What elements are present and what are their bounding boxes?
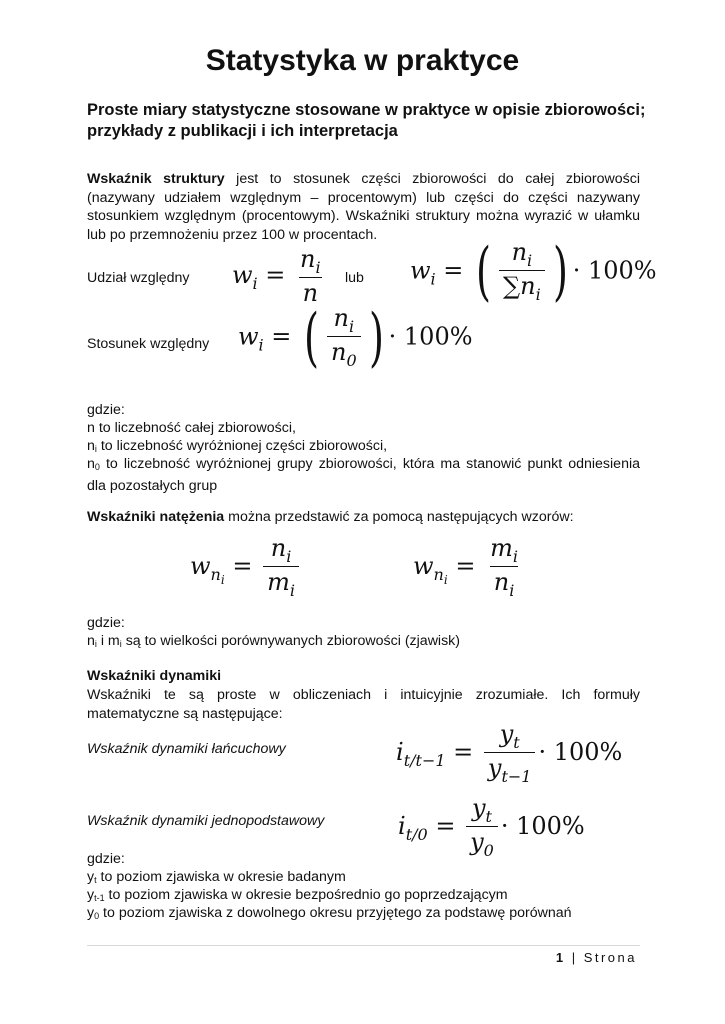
- structure-where-label: gdzie:: [87, 402, 125, 418]
- formula-relative-ratio: $w_i$ = ( $\frac{n_i}{n_0}$ ) · 100%: [238, 301, 473, 375]
- chain-index-label: Wskaźnik dynamiki łańcuchowy: [87, 741, 286, 757]
- intensity-where-label: gdzie:: [87, 615, 125, 631]
- formula-chain-index: $i_{t/t-1}$ = $\frac{y_t}{y_{t-1}}$ · 100%: [396, 720, 623, 786]
- formula-intensity-2: $w_{n_i}$ = $\frac{m_i}{n_i}$: [413, 534, 518, 600]
- definition-ni: $n_i$ to liczebność wyróżnionej części zbiorowości,: [87, 438, 388, 454]
- subtitle: Proste miary statystyczne stosowane w praktyce w opisie zbiorowości; przykłady z publikacji i ich interpretacja: [87, 101, 646, 140]
- relative-ratio-label: Stosunek względny: [87, 336, 210, 352]
- formula-relative-share: $w_i$ = $\frac{n_i}{n}$: [232, 245, 321, 307]
- structure-paragraph: [87, 170, 640, 244]
- dynamics-paragraph: Wskaźniki te są proste w obliczeniach i intuicyjnie zrozumiałe. Ich formuły matematyczne są następujące:: [87, 687, 640, 722]
- definition-n0: $n_0$ to liczebność wyróżnionej grupy zbiorowości, która ma stanowić punkt odniesienia dla pozostałych grup: [87, 456, 640, 494]
- page-word: Strona: [583, 950, 637, 965]
- intensity-definition: $n_i$ i $m_i$ są to wielkości porównywanych zbiorowości (zjawisk): [87, 633, 460, 649]
- structure-term: Wskaźnik struktury: [87, 171, 225, 187]
- fixed-base-index-label: Wskaźnik dynamiki jednopodstawowy: [87, 813, 325, 829]
- structure-text: jest to stosunek części zbiorowości do całej zbiorowości (nazywany udziałem względnym – procentowym) lub części do części nazywany stosunkiem względnym (procentowym). Wskaźniki struktury można wyrazić w ułamku lub po przemnożeniu przez 100 w procentach.: [87, 171, 640, 243]
- dynamics-where-label: gdzie:: [87, 851, 125, 867]
- footer-divider: [87, 945, 640, 946]
- formula-intensity-1: $w_{n_i}$ = $\frac{n_i}{m_i}$: [190, 536, 302, 599]
- formula-relative-share-percent: $w_i$ = ( $\frac{n_i}{\sum n_i}$ ) · 100%: [410, 235, 657, 309]
- intensity-term: Wskaźniki natężenia: [87, 509, 225, 525]
- definition-yt: $y_t$ to poziom zjawiska w okresie badanym: [87, 869, 346, 885]
- definition-n: n to liczebność całej zbiorowości,: [87, 420, 296, 436]
- page-title: Statystyka w praktyce: [205, 44, 520, 77]
- relative-share-label: Udział względny: [87, 270, 190, 286]
- formula-fixed-base-index: $i_{t/0}$ = $\frac{y_t}{y_0}$ · 100%: [398, 794, 585, 860]
- dynamics-heading: Wskaźniki dynamiki: [87, 668, 222, 684]
- or-label: lub: [345, 270, 364, 286]
- definition-yt1: $y_{t-1}$ to poziom zjawiska w okresie bezpośrednio go poprzedzającym: [87, 887, 508, 903]
- page-number: 1: [555, 950, 566, 965]
- definition-y0: $y_0$ to poziom zjawiska z dowolnego okresu przyjętego za podstawę porównań: [87, 905, 572, 921]
- page-footer: 1 | Strona: [555, 950, 637, 965]
- intensity-paragraph: Wskaźniki natężenia można przedstawić za pomocą następujących wzorów:: [87, 509, 574, 525]
